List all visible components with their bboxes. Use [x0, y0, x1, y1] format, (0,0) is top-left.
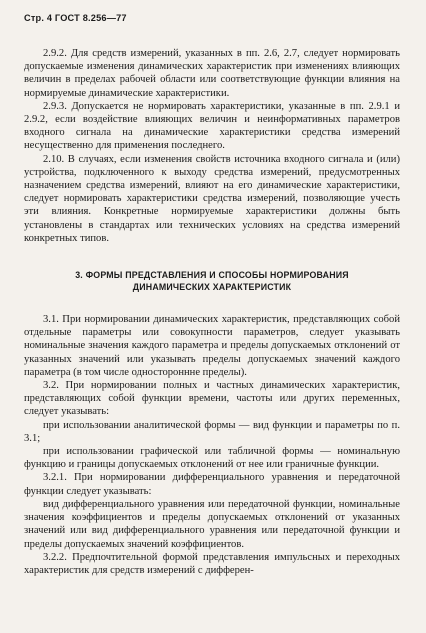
section-3-title — [24, 269, 400, 293]
paragraph-2-10: 2.10. В случаях, если изменения свойств источника входного сигнала и (или) устройства, подключенного к выходу средства измерений, предусмотренных назначением средства измерений, влияют на его динамические характеристики, следует нормировать характеристики средства измерений, позволяющие учесть эти влияния. Конкретные нормируемые характеристики должны быть установлены в стандартах или технических условиях на средства измерений конкретных типов. — [24, 153, 400, 244]
paragraph-2-9-3: 2.9.3. Допускается не нормировать характеристики, указанные в пп. 2.9.1 и 2.9.2, если воздействие влияющих величин и неинформативных параметров входного сигнала на динамические характеристики средства измерений несущественно для применения последнего. — [24, 100, 400, 152]
section-title-line-1: 3. ФОРМЫ ПРЕДСТАВЛЕНИЯ И СПОСОБЫ НОРМИРОВАНИЯ — [75, 270, 349, 281]
paragraph-analytical-form: при использовании аналитической формы — вид функции и параметры по п. 3.1; — [24, 419, 400, 444]
document-body — [24, 47, 400, 577]
page-header: Стр. 4 ГОСТ 8.256—77 — [24, 13, 127, 23]
paragraph-3-2-2: 3.2.2. Предпочтительной формой представления импульсных и переходных характеристик для средств измерений с дифферен- — [24, 551, 400, 576]
paragraph-graphical-form: при использовании графической или табличной формы — номинальную функцию и границы допускаемых отклонений от нее или граничные функции. — [24, 446, 400, 471]
paragraph-equation-type: вид дифференциального уравнения или передаточной функции, номинальные значения коэффициентов и пределы допускаемых отклонений от указанных значений или вид дифференциального уравнения или передаточной функции и пределы допускаемых значений коэффициентов. — [24, 498, 400, 550]
section-title-line-2: ДИНАМИЧЕСКИХ ХАРАКТЕРИСТИК — [132, 282, 292, 293]
paragraph-3-2-1: 3.2.1. При нормировании дифференциального уравнения и передаточной функции следует указывать: — [24, 472, 400, 497]
paragraph-3-2: 3.2. При нормировании полных и частных динамических характеристик, представляющих собой функции времени, частоты или других переменных, следует указывать: — [24, 380, 400, 418]
paragraph-3-1: 3.1. При нормировании динамических характеристик, представляющих собой отдельные параметры или совокупности параметров, следует указывать номинальные значения каждого параметра и пределы допускаемых отклонений от указанных значений или указывать пределы допускаемых значений каждого параметра (в том числе одностороннне пределы). — [24, 314, 400, 378]
paragraph-2-9-2: 2.9.2. Для средств измерений, указанных в пп. 2.6, 2.7, следует нормировать допускаемые изменения динамических характеристик при изменениях влияющих величин в пределах рабочей области или соответствующие функции влияния на нормируемые динамические характеристики. — [24, 48, 400, 99]
